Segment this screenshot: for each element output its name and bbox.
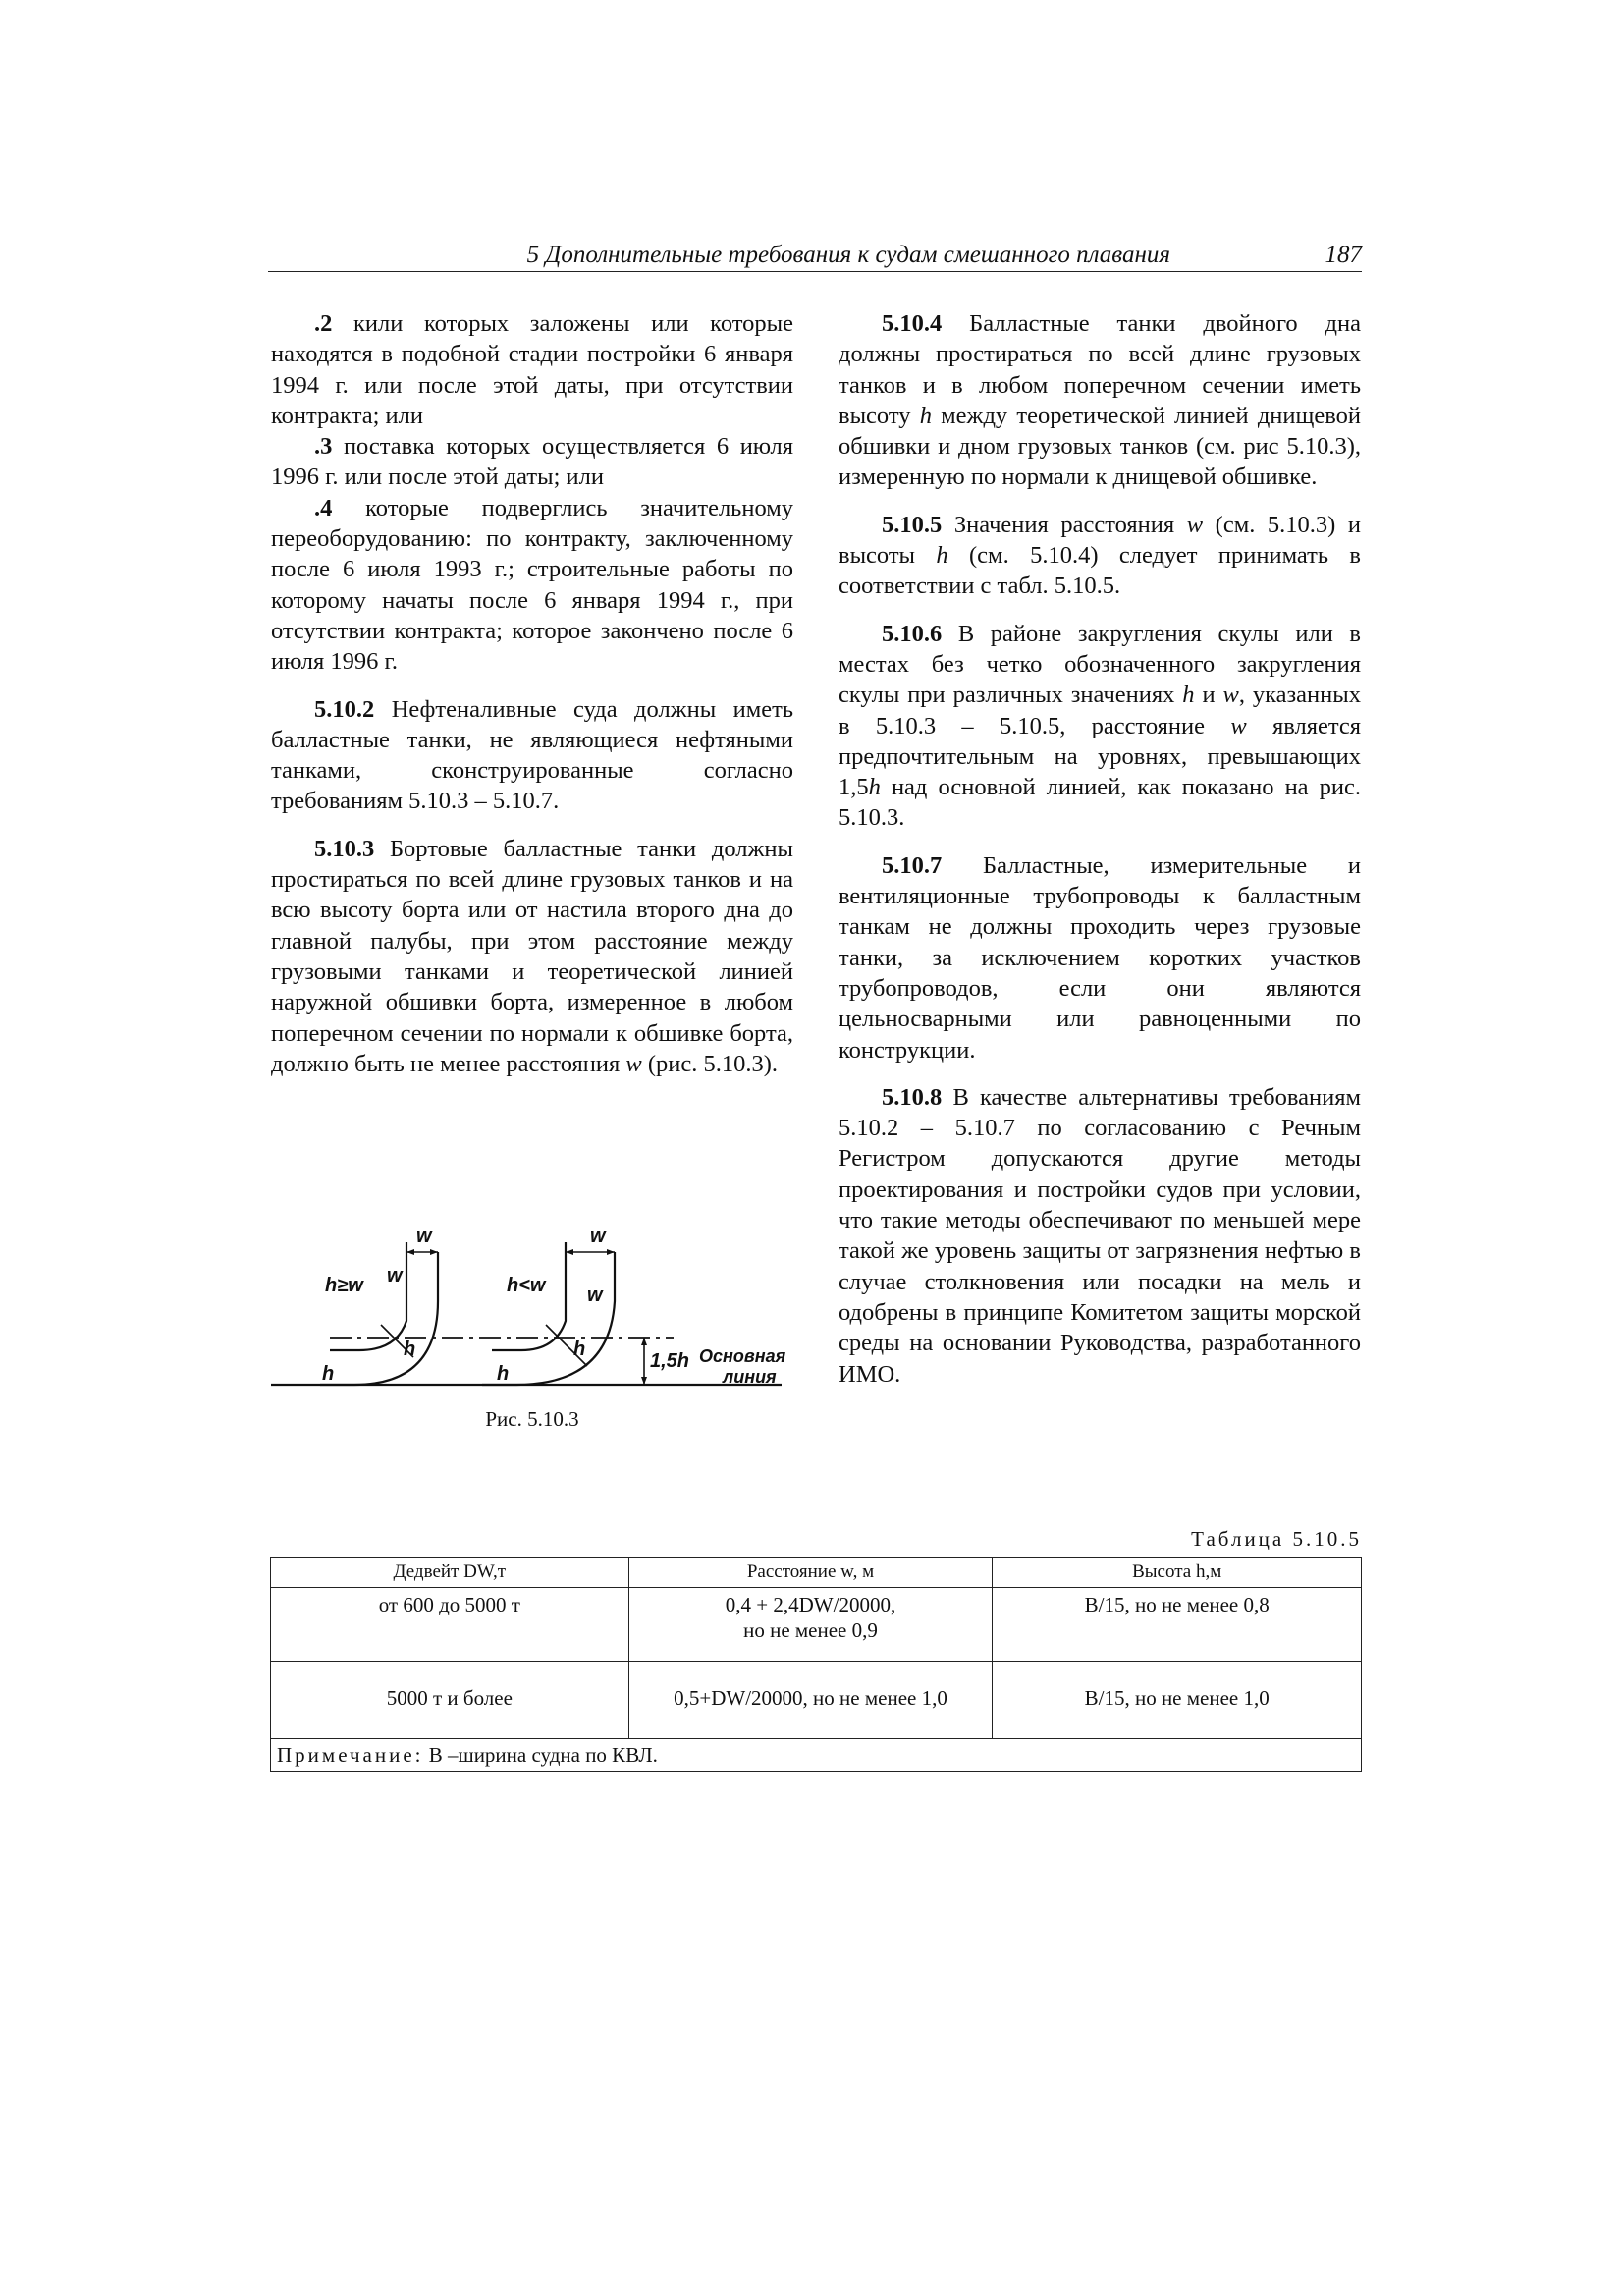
paragraph-text: (см. 5.10.3) и высоты xyxy=(839,511,1361,570)
paragraph xyxy=(271,694,793,817)
figure-5-10-3 xyxy=(271,1223,793,1449)
clause-number: .2 xyxy=(314,310,333,337)
table-note xyxy=(271,1739,1362,1772)
clause-number: .3 xyxy=(314,433,333,461)
label-h: h xyxy=(322,1363,335,1385)
paragraph xyxy=(271,431,793,493)
paragraph xyxy=(839,1082,1361,1390)
paragraph xyxy=(271,493,793,678)
variable: w xyxy=(1230,712,1247,739)
label-1-5h: 1,5h xyxy=(650,1350,690,1372)
table-caption: Таблица 5.10.5 xyxy=(1191,1527,1362,1551)
paragraph-text: над основной линией, как показано на рис. 5.10.3. xyxy=(839,774,1361,832)
paragraph-text: Балластные танки двойного дна должны простираться по всей длине грузовых танков и в любом поперечном сечении иметь высоту xyxy=(839,310,1361,429)
table-cell: B/15, но не менее 1,0 xyxy=(993,1662,1362,1739)
paragraph-text: (см. 5.10.4) следует принимать в соответствии с табл. 5.10.5. xyxy=(839,542,1361,600)
paragraph xyxy=(839,510,1361,602)
variable: w xyxy=(625,1050,642,1077)
paragraph-text: , указанных в 5.10.3 – 5.10.5, расстояние xyxy=(839,682,1361,739)
paragraph-text: Значения расстояния xyxy=(942,511,1187,538)
clause-number: 5.10.4 xyxy=(882,310,943,337)
table-cell: от 600 до 5000 т xyxy=(271,1588,629,1662)
paragraph-text: является предпочтительным на уровнях, превышающих 1,5 xyxy=(839,712,1361,801)
header-title: 5 Дополнительные требования к судам смешанного плавания xyxy=(526,242,1170,268)
paragraph-text: и xyxy=(1194,682,1223,709)
table-cell: 5000 т и более xyxy=(271,1662,629,1739)
paragraph-text: (рис. 5.10.3). xyxy=(641,1050,779,1077)
inner-hull-left xyxy=(330,1242,406,1350)
variable: w xyxy=(1186,511,1204,538)
variable: h xyxy=(919,402,932,429)
label-h: h xyxy=(404,1339,416,1360)
table-row xyxy=(271,1662,1362,1739)
paragraph-text: кили которых заложены или которые находятся в подобной стадии постройки 6 января 1994 г. или после этой даты, при отсутствии контракта; или xyxy=(271,310,793,429)
table-5-10-5 xyxy=(270,1557,1362,1772)
bilge-diagram xyxy=(271,1223,793,1404)
note-text: B –ширина судна по КВЛ. xyxy=(423,1743,658,1767)
clause-number: 5.10.7 xyxy=(882,851,943,879)
paragraph xyxy=(271,834,793,1079)
paragraph-text: поставка которых осуществляется 6 июля 1996 г. или после этой даты; или xyxy=(271,433,793,491)
paragraph-text: которые подверглись значительному переоборудованию: по контракту, заключенному после 6 июля 1993 г.; строительные работы по которому начаты после 6 января 1994 г., при отсутствии контракта; которое закончено после 6 июля 1996 г. xyxy=(271,494,793,676)
paragraph-text: между теоретической линией днищевой обшивки и дном грузовых танков (см. рис 5.10.3), измеренную по нормали к днищевой обшивке. xyxy=(839,402,1362,491)
variable: h xyxy=(868,774,881,801)
label-w: w xyxy=(387,1265,403,1286)
table-header-row xyxy=(271,1558,1362,1588)
label-liniya: линия xyxy=(723,1367,777,1387)
right-column xyxy=(839,308,1361,1390)
paragraph-text: Нефтеналивные суда должны иметь балластные танки, не являющиеся нефтяными танками, сконструированные согласно требованиям 5.10.3 – 5.10.7. xyxy=(271,695,793,815)
paragraph xyxy=(271,308,793,431)
variable: h xyxy=(936,542,948,570)
clause-number: 5.10.8 xyxy=(882,1083,943,1111)
label-w: w xyxy=(587,1285,603,1306)
table-cell xyxy=(628,1588,993,1662)
clause-number: 5.10.6 xyxy=(882,620,943,647)
table-cell: B/15, но не менее 0,8 xyxy=(993,1588,1362,1662)
clause-number: 5.10.3 xyxy=(314,835,375,862)
page-number: 187 xyxy=(1325,242,1362,268)
note-label: Примечание: xyxy=(277,1743,424,1767)
cell-line: но не менее 0,9 xyxy=(743,1618,878,1642)
label-h-lt-w: h<w xyxy=(507,1275,546,1296)
outer-hull-left xyxy=(320,1252,438,1385)
table-row xyxy=(271,1588,1362,1662)
clause-number: 5.10.2 xyxy=(314,695,375,723)
header-height: Высота h,м xyxy=(993,1558,1362,1588)
figure-caption: Рис. 5.10.3 xyxy=(485,1407,579,1431)
page-header xyxy=(268,242,1362,272)
variable: w xyxy=(1222,682,1239,709)
header-distance: Расстояние w, м xyxy=(628,1558,993,1588)
label-h: h xyxy=(497,1363,510,1385)
table-note-row xyxy=(271,1739,1362,1772)
label-w: w xyxy=(590,1226,606,1247)
paragraph-text: Балластные, измерительные и вентиляционные трубопроводы к балластным танкам не должны проходить через грузовые танки, за исключением коротких участков трубопроводов, если они являются цельносварными или равноценными по конструкции. xyxy=(839,851,1361,1064)
table-cell: 0,5+DW/20000, но не менее 1,0 xyxy=(628,1662,993,1739)
label-w: w xyxy=(416,1226,432,1247)
paragraph xyxy=(839,850,1361,1066)
paragraph-text: В качестве альтернативы требованиям 5.10.2 – 5.10.7 по согласованию с Речным Регистром допускаются другие методы проектирования и постройки судов при условии, что такие методы обеспечивают по меньшей мере такой же уровень защиты от загрязнения нефтью в случае столкновения или посадки на мель и одобрены в принципе Комитетом защиты морской среды на основании Руководства, разработанного ИМО. xyxy=(839,1083,1361,1388)
clause-number: 5.10.5 xyxy=(882,511,943,538)
clause-number: .4 xyxy=(314,494,333,521)
label-osnovnaya: Основная xyxy=(699,1346,786,1366)
variable: h xyxy=(1182,682,1195,709)
paragraph xyxy=(839,619,1361,834)
paragraph xyxy=(839,308,1361,493)
label-h-ge-w: h≥w xyxy=(325,1275,363,1296)
header-deadweight: Дедвейт DW,т xyxy=(271,1558,629,1588)
paragraph-text: В районе закругления скулы или в местах без четко обозначенного закругления скулы при различных значениях xyxy=(839,620,1361,709)
paragraph-text: Бортовые балластные танки должны простираться по всей длине грузовых танков и на всю высоту борта или от настила второго дна до главной палубы, при этом расстояние между грузовыми танками и теоретической линией наружной обшивки борта, измеренное в любом поперечном сечении по нормали к обшивке борта, должно быть не менее расстояния xyxy=(271,835,793,1077)
label-h: h xyxy=(573,1339,586,1360)
left-column xyxy=(271,308,793,1079)
cell-line: 0,4 + 2,4DW/20000, xyxy=(725,1593,896,1616)
